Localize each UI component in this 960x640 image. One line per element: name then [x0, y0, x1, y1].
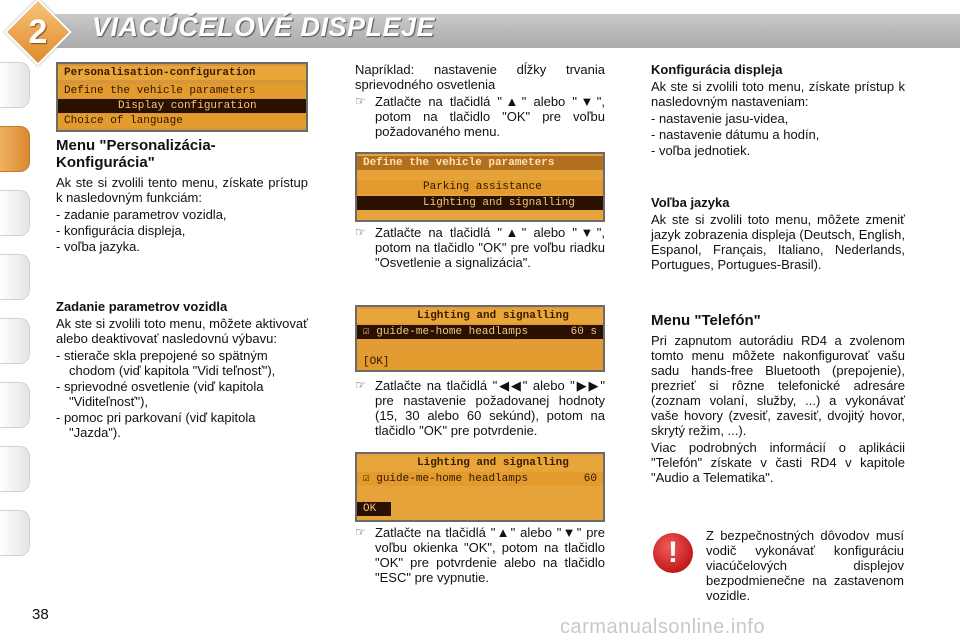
screen-item-selected: Display configuration: [58, 99, 306, 113]
display-screenshot-lighting-confirm: [355, 452, 605, 522]
chapter-tab[interactable]: [0, 318, 30, 364]
screen-title: Define the vehicle parameters: [357, 156, 603, 170]
screen-item-selected: [357, 325, 603, 339]
screen-title: Personalisation-configuration: [58, 66, 306, 80]
step-text: Zatlačte na tlačidlá "▲" alebo "▼", potom na tlačidlo "OK" pre voľbu riadku "Osvetlenie a signalizácia".: [375, 225, 605, 270]
column-2-intro: [355, 62, 605, 139]
page-number: 38: [32, 606, 49, 623]
column-3-language: [651, 195, 905, 274]
chapter-tab[interactable]: [0, 190, 30, 236]
display-screenshot-lighting: [355, 305, 605, 372]
screen-item: Choice of language: [58, 114, 306, 128]
step-3: [355, 378, 605, 438]
screen-ok-box: [OK]: [357, 355, 603, 369]
screen-ok-box-selected: OK: [357, 502, 391, 516]
step-text: Zatlačte na tlačidlá "▲" alebo "▼" pre voľbu okienka "OK", potom na tlačidlo "OK" pre potvrdenie alebo na tlačidlo "ESC" pre vypnutie.: [375, 525, 605, 585]
chapter-tab[interactable]: [0, 510, 30, 556]
params-list: [56, 348, 308, 440]
params-intro: Ak ste si zvolili toto menu, môžete aktivovať alebo deaktivovať nasledovnú výbavu:: [56, 316, 308, 346]
column-2-step3: [355, 378, 605, 438]
list-item: - sprievodné osvetlenie (viď kapitola "Viditeľnosť"),: [56, 379, 308, 409]
step-2: [355, 225, 605, 270]
column-3-display: [651, 62, 905, 160]
list-item: - pomoc pri parkovaní (viď kapitola "Jazda").: [56, 410, 308, 440]
chapter-tab[interactable]: [0, 254, 30, 300]
list-item: - nastavenie dátumu a hodín,: [651, 127, 905, 142]
step-1: [355, 94, 605, 139]
hand-pointer-icon: ☞: [355, 225, 366, 239]
chapter-tab[interactable]: [0, 446, 30, 492]
screen-item-label: guide-me-home headlamps: [376, 473, 529, 485]
page-header: [0, 0, 960, 58]
column-3-phone: [651, 312, 905, 487]
step-4: [355, 525, 605, 585]
chapter-tab[interactable]: [0, 382, 30, 428]
display-list: [651, 111, 905, 158]
screen-item-label: guide-me-home headlamps: [376, 326, 529, 338]
list-item: - nastavenie jasu-videa,: [651, 111, 905, 126]
page-title: VIACÚČELOVÉ DISPLEJE: [92, 12, 436, 42]
hand-pointer-icon: ☞: [355, 378, 366, 392]
language-heading: Voľba jazyka: [651, 195, 730, 210]
step-text: Zatlačte na tlačidlá "◀◀" alebo "▶▶" pre nastavenie požadovanej hodnoty (15, 30 alebo 60 sekúnd), potom na tlačidlo "OK" pre potvrdenie.: [375, 378, 605, 438]
checkbox-icon: ☑: [363, 326, 370, 338]
warning-text: Z bezpečnostných dôvodov musí vodič vykonávať konfiguráciu viacúčelových displejov bezpodmienečne na zastavenom vozidle.: [706, 528, 904, 603]
menu-intro: Ak ste si zvolili tento menu, získate prístup k nasledovným funkciám:: [56, 175, 308, 205]
warning-icon: !: [653, 533, 693, 573]
display-screenshot-personalisation: [56, 62, 308, 132]
language-text: Ak ste si zvolili toto menu, môžete zmeniť jazyk zobrazenia displeja (Deutsch, English, Espanol, Français, Italiano, Nederlands, Portugues, Portugues-Brasil).: [651, 212, 905, 272]
screen-title: Lighting and signalling: [357, 309, 603, 323]
chapter-tabs: [0, 62, 32, 582]
column-1: [56, 137, 308, 256]
display-heading: Konfigurácia displeja: [651, 62, 783, 77]
chapter-tab-active[interactable]: [0, 126, 30, 172]
screen-item: Define the vehicle parameters: [58, 84, 306, 98]
display-screenshot-vehicle-params: [355, 152, 605, 222]
list-item: - zadanie parametrov vozidla,: [56, 207, 308, 222]
menu-list: [56, 207, 308, 254]
column-2-step4: [355, 525, 605, 585]
phone-heading: Menu "Telefón": [651, 312, 761, 329]
checkbox-icon: ☑: [363, 473, 370, 485]
step-text: Zatlačte na tlačidlá "▲" alebo "▼", potom na tlačidlo "OK" pre voľbu požadovaného menu.: [375, 94, 605, 139]
list-item: - stierače skla prepojené so spätným chodom (viď kapitola "Vidi teľnosť"),: [56, 348, 308, 378]
screen-item: Parking assistance: [357, 180, 603, 194]
screen-item-selected: Lighting and signalling: [357, 196, 603, 210]
hand-pointer-icon: ☞: [355, 525, 366, 539]
screen-title: Lighting and signalling: [357, 456, 603, 470]
screen-item: [357, 472, 603, 486]
watermark: carmanualsonline.info: [560, 616, 766, 638]
screen-item-value: 60 s: [570, 326, 597, 338]
hand-pointer-icon: ☞: [355, 94, 366, 108]
list-item: - voľba jazyka.: [56, 239, 308, 254]
column-2-step2: [355, 225, 605, 270]
screen-item-value: 60: [583, 473, 597, 485]
params-heading: Zadanie parametrov vozidla: [56, 299, 228, 314]
phone-text: Pri zapnutom autorádiu RD4 a zvolenom tomto menu môžete nakonfigurovať vašu sadu hands-free Bluetooth (prepojenie), prezrieť si rôzne telefonické adresáre (zoznam volaní, služby, ...) a vykonávať vaše hovory (zvesiť, zavesiť, dvojitý hovor, skrytý režim, ...).: [651, 333, 905, 438]
example-text: Napríklad: nastavenie dĺžky trvania sprievodného osvetlenia: [355, 62, 605, 92]
display-intro: Ak ste si zvolili toto menu, získate prístup k nasledovným nastaveniam:: [651, 79, 905, 109]
chapter-number: 2: [28, 12, 48, 51]
chapter-tab[interactable]: [0, 62, 30, 108]
list-item: - voľba jednotiek.: [651, 143, 905, 158]
phone-text-more: Viac podrobných informácií o aplikácii "Telefón" získate v časti RD4 v kapitole "Audio a Telematika".: [651, 440, 905, 485]
menu-heading: Menu "Personalizácia-Konfigurácia": [56, 137, 216, 171]
column-1-params: [56, 299, 308, 442]
list-item: - konfigurácia displeja,: [56, 223, 308, 238]
